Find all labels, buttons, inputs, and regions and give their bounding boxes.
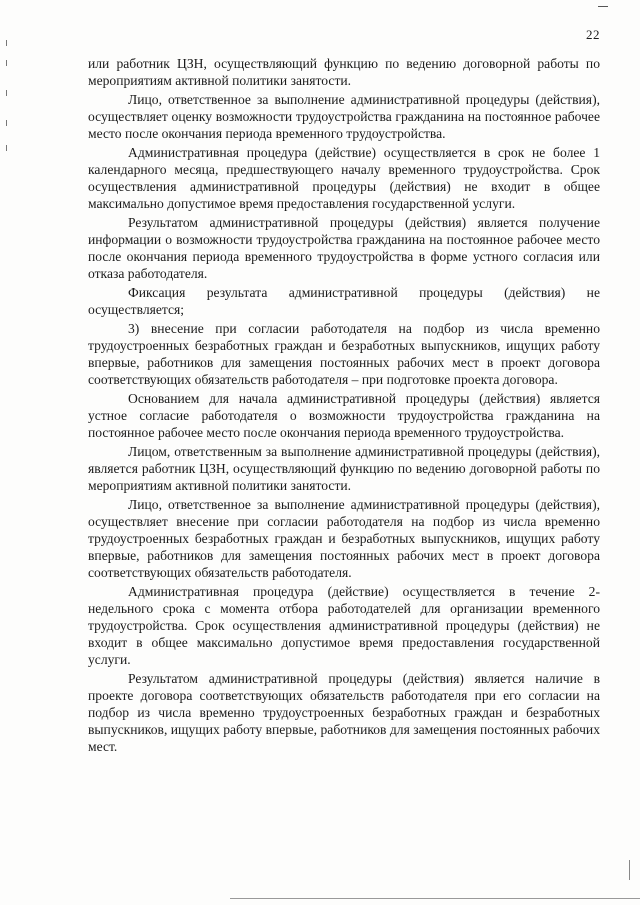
- paragraph: Административная процедура (действие) осуществляется в срок не более 1 календарного месяца, предшествующего началу временного трудоустройства. Срок осуществления административной процедуры (действия) не входит в общее максимально допустимое время предоставления государственной услуги.: [88, 145, 600, 211]
- scan-artifact: [6, 60, 7, 66]
- paragraph: Административная процедура (действие) осуществляется в течение 2-недельного срока с момента отбора работодателей для организации временного трудоустройства. Срок осуществления административной процедуры (действия) не входит в общее максимально допустимое время предоставления государственной услуги.: [88, 584, 600, 667]
- scan-artifact: [6, 145, 7, 151]
- scan-artifact: [6, 120, 7, 126]
- paragraph: Лицо, ответственное за выполнение административной процедуры (действия), осуществляет внесение при согласии работодателя на подбор из числа временно трудоустроенных безработных граждан и безработных выпускников, ищущих работу впервые, работников для замещения постоянных рабочих мест в проект договора соответствующих обязательств работодателя.: [88, 497, 600, 580]
- paragraph: Результатом административной процедуры (действия) является наличие в проекте договора соответствующих обязательств работодателя при его согласии на подбор из числа временно трудоустроенных безработных граждан и безработных выпускников, ищущих работу впервые, работников для замещения постоянных рабочих мест.: [88, 671, 600, 754]
- scan-artifact: [6, 90, 7, 96]
- scan-bottom-edge: [230, 898, 640, 899]
- paragraph: Лицом, ответственным за выполнение административной процедуры (действия), является работник ЦЗН, осуществляющий функцию по ведению договорной работы по мероприятиям активной политики занятости.: [88, 444, 600, 493]
- paragraph: Лицо, ответственное за выполнение административной процедуры (действия), осуществляет оценку возможности трудоустройства гражданина на постоянное рабочее место после окончания периода временного трудоустройства.: [88, 92, 600, 141]
- scan-artifact: [6, 40, 7, 46]
- paragraph: Фиксация результата административной процедуры (действия) не осуществляется;: [88, 285, 600, 317]
- paragraph: Основанием для начала административной процедуры (действия) является устное согласие работодателя о возможности трудоустройства гражданина на постоянное рабочее место после окончания периода временного трудоустройства.: [88, 391, 600, 440]
- scan-artifact: [629, 860, 630, 880]
- paragraph: Результатом административной процедуры (действия) является получение информации о возможности трудоустройства гражданина на постоянное рабочее место после окончания периода временного трудоустройства в форме устного согласия или отказа работодателя.: [88, 215, 600, 281]
- paragraph: или работник ЦЗН, осуществляющий функцию по ведению договорной работы по мероприятиям активной политики занятости.: [88, 56, 600, 88]
- paragraph: 3) внесение при согласии работодателя на подбор из числа временно трудоустроенных безработных граждан и безработных выпускников, ищущих работу впервые, работников для замещения постоянных рабочих мест в проект договора соответствующих обязательств работодателя – при подготовке проекта договора.: [88, 321, 600, 387]
- page-number: 22: [586, 27, 600, 42]
- scan-artifact: [598, 6, 608, 7]
- document-body: [88, 55, 600, 757]
